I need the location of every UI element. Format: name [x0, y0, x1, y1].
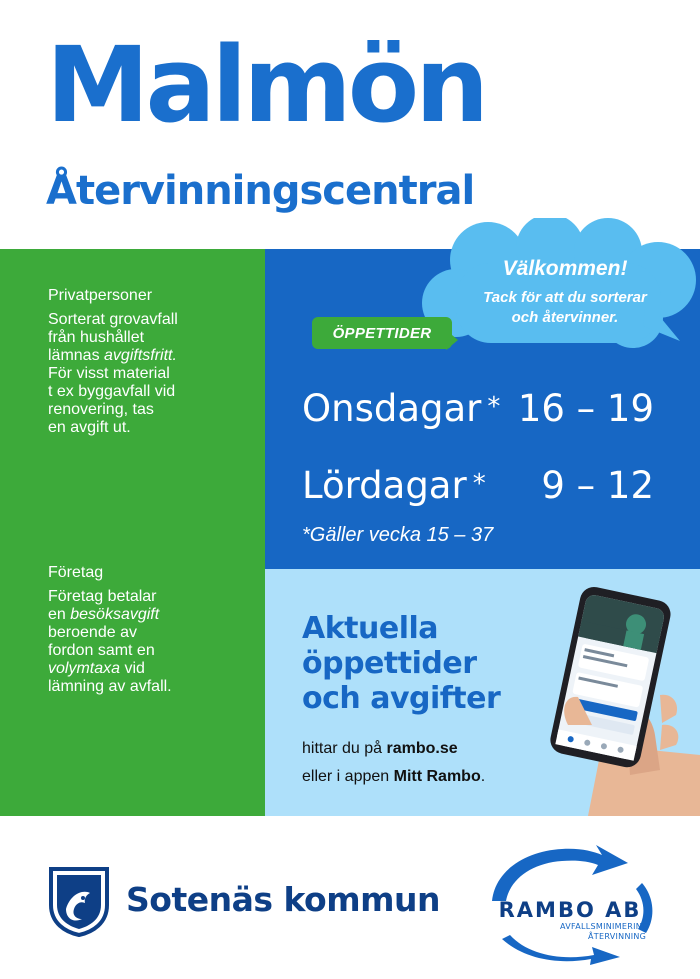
schedule-day-wrap	[302, 464, 486, 508]
current-info-heading: Aktuella öppettider och avgifter	[302, 611, 501, 716]
private-line: Sorterat grovavfall	[48, 311, 178, 328]
schedule-time: 9 – 12	[541, 464, 654, 507]
private-line: från hushållet	[48, 329, 145, 346]
phone-in-hand-illustration	[530, 585, 700, 816]
business-line: en besöksavgift	[48, 606, 160, 623]
app-name: Mitt Rambo	[393, 768, 481, 785]
page-subtitle: Återvinningscentral	[46, 168, 475, 214]
season-note: *Gäller vecka 15 – 37	[302, 524, 494, 546]
cloud-shape	[418, 218, 700, 353]
greeting-line: Tack för att du sorterar	[483, 289, 647, 306]
page-title: Malmön	[46, 24, 486, 146]
schedule-row-saturday	[302, 464, 654, 510]
private-line: lämnas avgiftsfritt.	[48, 347, 177, 364]
company-name: RAMBO AB	[498, 898, 642, 922]
schedule-time: 16 – 19	[517, 387, 654, 430]
private-section	[48, 287, 258, 437]
company-tagline: ÅTERVINNING	[588, 932, 647, 941]
opening-hours-badge: ÖPPETTIDER	[312, 317, 452, 349]
business-line: fordon samt en	[48, 642, 155, 659]
private-line: t ex byggavfall vid	[48, 383, 176, 400]
schedule-row-wednesday	[302, 387, 654, 433]
business-heading: Företag	[48, 564, 104, 581]
business-section	[48, 564, 258, 696]
schedule-day: Onsdagar	[302, 387, 482, 430]
free-of-charge-text: avgiftsfritt.	[104, 347, 177, 364]
asterisk: *	[472, 469, 486, 499]
private-line: För visst material	[48, 365, 170, 382]
app-info-text: hittar du på rambo.se eller i appen Mitt Rambo.	[302, 740, 486, 785]
private-line: en avgift ut.	[48, 419, 131, 436]
business-line: lämning av avfall.	[48, 678, 172, 695]
private-line: renovering, tas	[48, 401, 154, 418]
schedule-day-wrap	[302, 387, 500, 431]
business-line: beroende av	[48, 624, 137, 641]
private-heading: Privatpersoner	[48, 287, 153, 304]
rambo-website-link[interactable]: rambo.se	[386, 740, 458, 757]
greeting-title: Välkommen!	[502, 257, 628, 280]
asterisk: *	[487, 392, 501, 422]
company-tagline: AVFALLSMINIMERING	[560, 922, 649, 931]
schedule-day: Lördagar	[302, 464, 467, 507]
sotenas-shield-logo	[48, 865, 110, 937]
business-line: Företag betalar	[48, 588, 157, 605]
municipality-name: Sotenäs kommun	[126, 880, 440, 919]
volume-tax-text: volymtaxa	[48, 660, 121, 677]
visit-fee-text: besöksavgift	[70, 606, 160, 623]
business-line: volymtaxa vid	[48, 660, 145, 677]
greeting-line: och återvinner.	[511, 309, 619, 326]
